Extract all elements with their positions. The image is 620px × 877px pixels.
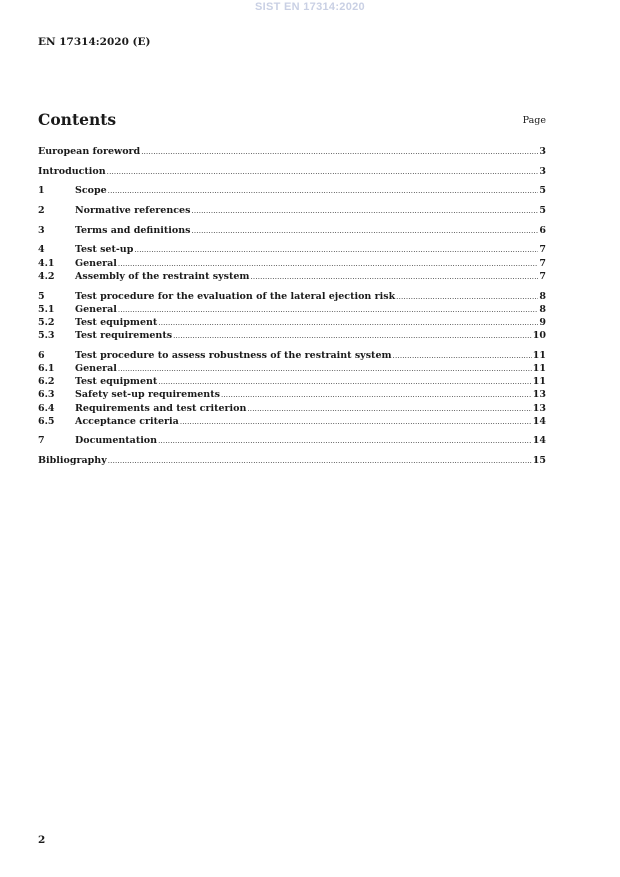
toc-entry-page: 5: [539, 185, 546, 197]
toc-entry-normative-references[interactable]: [38, 204, 546, 217]
toc-leader-dots: [173, 330, 532, 343]
toc-entry-5-2-test-equipment[interactable]: [38, 316, 546, 329]
toc-entry-number: 6.1: [38, 362, 55, 374]
toc-entry-4-1-general[interactable]: [38, 257, 546, 270]
toc-leader-dots: [247, 403, 531, 416]
toc-leader-dots: [396, 291, 538, 304]
toc-entry-number: 5: [38, 290, 45, 302]
toc-entry-page: 7: [539, 257, 546, 269]
toc-entry-title: Normative references: [75, 205, 191, 217]
toc-entry-title: General: [75, 257, 117, 269]
toc-leader-dots: [118, 304, 538, 317]
toc-entry-title: Requirements and test criterion: [75, 402, 247, 414]
toc-entry-number: 4: [38, 244, 45, 256]
toc-entry-number: 7: [38, 435, 45, 447]
contents-title: Contents: [38, 110, 117, 129]
toc-leader-dots: [134, 244, 538, 257]
toc-entry-scope[interactable]: [38, 184, 546, 197]
toc-entry-title: Safety set-up requirements: [75, 389, 220, 401]
page-number: 2: [38, 834, 46, 846]
toc-entry-title: General: [75, 303, 117, 315]
toc-entry-introduction[interactable]: [38, 165, 546, 178]
toc-entry-number: 3: [38, 224, 45, 236]
toc-entry-number: 1: [38, 185, 45, 197]
toc-entry-6-5-acceptance-criteria[interactable]: [38, 415, 546, 428]
toc-leader-dots: [191, 205, 538, 218]
toc-entry-6-4-requirements[interactable]: [38, 402, 546, 415]
toc-entry-page: 14: [532, 415, 546, 427]
contents-header: [38, 110, 546, 130]
toc-leader-dots: [158, 435, 532, 448]
page-column-label: Page: [522, 115, 546, 126]
toc-entry-title: Scope: [75, 185, 107, 197]
toc-entry-5-1-general[interactable]: [38, 303, 546, 316]
toc-leader-dots: [180, 416, 532, 429]
toc-entry-6-3-safety-set-up[interactable]: [38, 388, 546, 401]
toc-entry-documentation[interactable]: [38, 434, 546, 447]
toc-entry-number: 6.3: [38, 389, 55, 401]
toc-entry-title: Acceptance criteria: [75, 415, 179, 427]
toc-entry-number: 4.2: [38, 270, 55, 282]
toc-entry-page: 11: [532, 362, 546, 374]
toc-entry-page: 15: [532, 455, 546, 467]
toc-entry-title: Test procedure for the evaluation of the lateral ejection risk: [75, 290, 396, 302]
toc-entry-number: 6.5: [38, 415, 55, 427]
toc-entry-title: Documentation: [75, 435, 158, 447]
toc-entry-number: 5.2: [38, 316, 55, 328]
toc-leader-dots: [393, 350, 532, 363]
toc-entry-title: Bibliography: [38, 455, 107, 467]
toc-entry-6-2-test-equipment[interactable]: [38, 375, 546, 388]
toc-entry-number: 2: [38, 205, 45, 217]
watermark: SIST EN 17314:2020: [255, 1, 365, 13]
toc-entry-6-1-general[interactable]: [38, 362, 546, 375]
toc-entry-title: General: [75, 362, 117, 374]
toc-entry-page: 5: [539, 205, 546, 217]
toc-entry-number: 4.1: [38, 257, 55, 269]
toc-entry-bibliography[interactable]: [38, 454, 546, 467]
toc-entry-test-set-up[interactable]: [38, 243, 546, 256]
toc-entry-title: Test procedure to assess robustness of the restraint system: [75, 349, 392, 361]
toc-entry-page: 9: [539, 316, 546, 328]
toc-entry-page: 7: [539, 270, 546, 282]
toc-entry-title: Assembly of the restraint system: [75, 270, 250, 282]
toc-entry-page: 10: [532, 330, 546, 342]
toc-entry-lateral-ejection[interactable]: [38, 290, 546, 303]
toc-entry-page: 6: [539, 224, 546, 236]
toc-leader-dots: [118, 363, 532, 376]
toc-entry-page: 11: [532, 349, 546, 361]
toc-entry-page: 8: [539, 303, 546, 315]
table-of-contents: [38, 145, 546, 467]
toc-entry-title: European foreword: [38, 146, 141, 157]
toc-leader-dots: [158, 317, 538, 330]
toc-entry-number: 6.2: [38, 376, 55, 388]
toc-entry-page: 3: [539, 165, 546, 177]
toc-leader-dots: [191, 225, 538, 238]
toc-entry-page: 14: [532, 435, 546, 447]
toc-leader-dots: [107, 166, 539, 179]
toc-leader-dots: [108, 185, 539, 198]
toc-entry-page: 11: [532, 376, 546, 388]
toc-entry-number: 6.4: [38, 402, 55, 414]
toc-entry-page: 7: [539, 244, 546, 256]
toc-entry-title: Test equipment: [75, 376, 158, 388]
toc-entry-title: Test requirements: [75, 330, 173, 342]
toc-entry-page: 3: [539, 146, 546, 157]
toc-entry-robustness[interactable]: [38, 349, 546, 362]
toc-entry-page: 13: [532, 402, 546, 414]
toc-leader-dots: [108, 455, 532, 468]
toc-entry-title: Introduction: [38, 165, 106, 177]
toc-entry-title: Test set-up: [75, 244, 134, 256]
toc-entry-number: 5.1: [38, 303, 55, 315]
toc-entry-number: 6: [38, 349, 45, 361]
toc-entry-terms-and-definitions[interactable]: [38, 224, 546, 237]
toc-entry-number: 5.3: [38, 330, 55, 342]
toc-leader-dots: [221, 389, 532, 402]
toc-entry-page: 8: [539, 290, 546, 302]
toc-entry-page: 13: [532, 389, 546, 401]
toc-entry-4-2-assembly[interactable]: [38, 270, 546, 283]
document-id: EN 17314:2020 (E): [38, 36, 151, 48]
toc-entry-european-foreword[interactable]: [38, 145, 546, 158]
toc-entry-5-3-test-requirements[interactable]: [38, 329, 546, 342]
toc-leader-dots: [141, 146, 538, 159]
toc-entry-title: Terms and definitions: [75, 224, 191, 236]
toc-leader-dots: [250, 271, 538, 284]
toc-entry-title: Test equipment: [75, 316, 158, 328]
